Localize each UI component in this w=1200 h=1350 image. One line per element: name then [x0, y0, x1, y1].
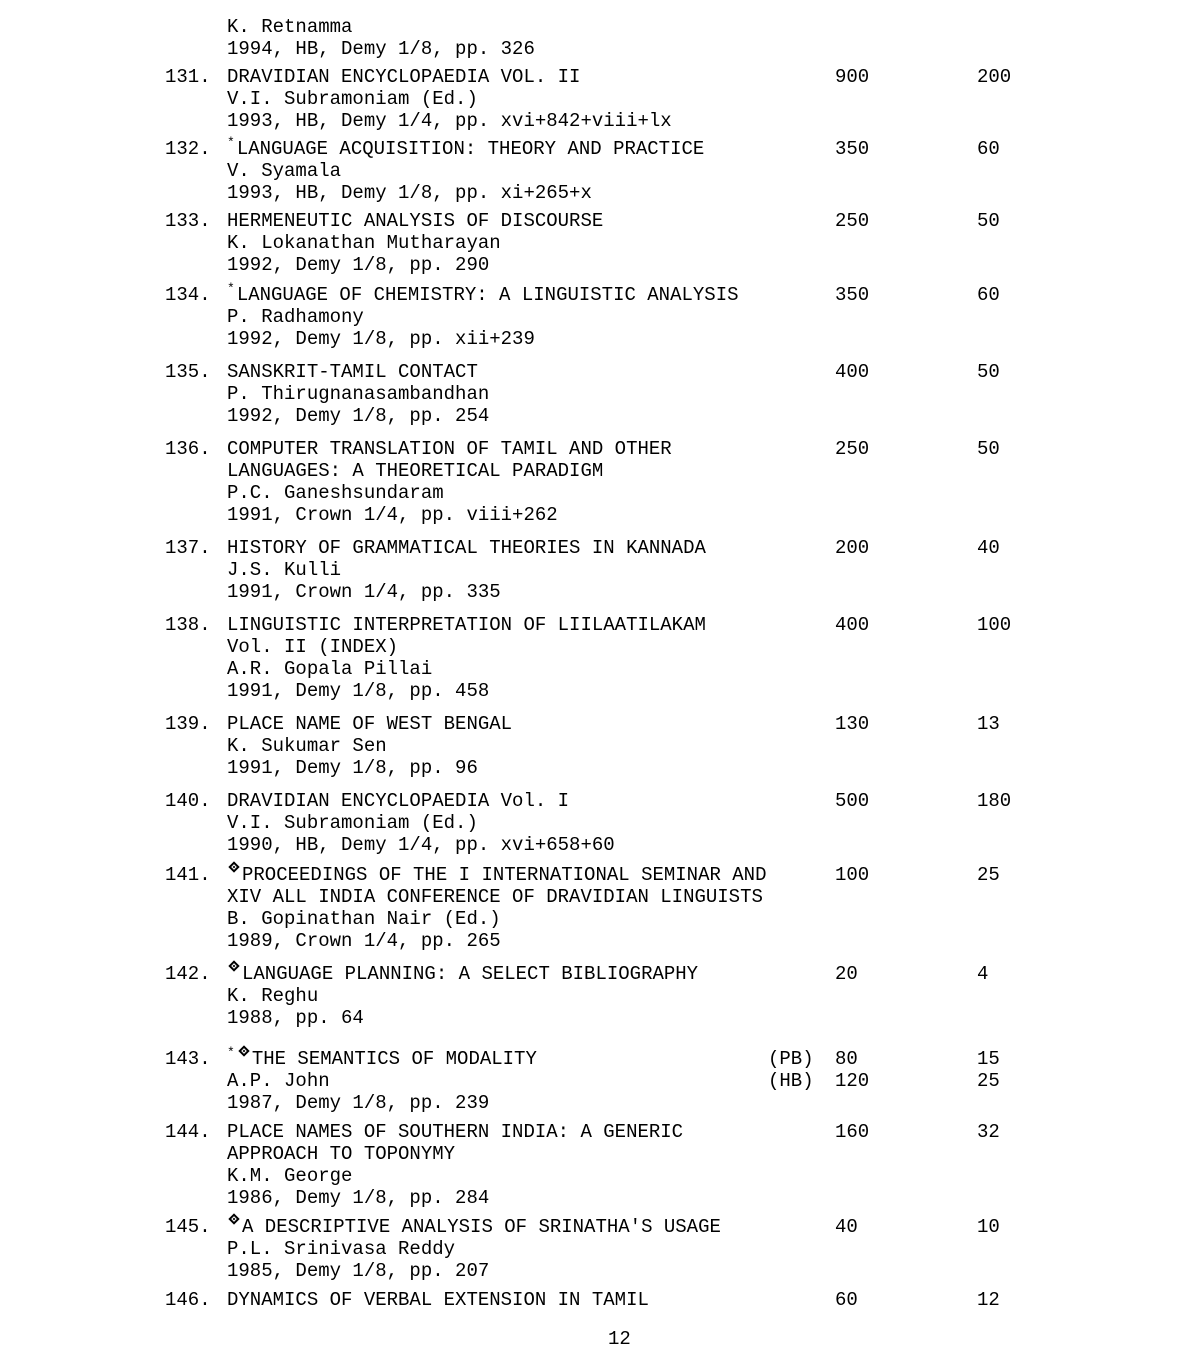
entry-title-line: [0, 537, 1200, 559]
entry-text: LANGUAGE ACQUISITION: THEORY AND PRACTICE: [236, 138, 705, 160]
entry-author: [227, 232, 501, 254]
entry-author: [227, 1238, 455, 1260]
entry-publication: [227, 581, 501, 603]
entry-text: SANSKRIT-TAMIL CONTACT: [227, 361, 478, 383]
entry-author: [227, 658, 432, 680]
price-inr: 400: [835, 614, 870, 636]
entry-number: 145.: [165, 1216, 211, 1238]
entry-text: PLACE NAMES OF SOUTHERN INDIA: A GENERIC: [227, 1121, 684, 1143]
entry-detail-line: [0, 735, 1200, 757]
entry-number: 133.: [165, 210, 211, 232]
entry-title: [227, 713, 512, 735]
entry-text: 1987, Demy 1/8, pp. 239: [227, 1092, 490, 1114]
entry-author: [227, 1165, 352, 1187]
entry-text: DRAVIDIAN ENCYCLOPAEDIA Vol. I: [227, 790, 570, 812]
entry-text: 1989, Crown 1/4, pp. 265: [227, 930, 501, 952]
entry-text: 1993, HB, Demy 1/8, pp. xi+265+x: [227, 182, 592, 204]
price-foreign: 50: [977, 438, 1000, 460]
entry-title-line: [0, 963, 1200, 985]
entry-detail-line: [0, 1092, 1200, 1114]
entry-text: 1992, Demy 1/8, pp. 290: [227, 254, 490, 276]
entry-text: K. Reghu: [227, 985, 319, 1007]
entry-text: P.C. Ganeshsundaram: [227, 482, 444, 504]
price-foreign: 50: [977, 210, 1000, 232]
entry-title: [227, 1289, 649, 1311]
entry-title-line: [0, 790, 1200, 812]
price-foreign: 32: [977, 1121, 1000, 1143]
entry-title-line: [0, 1121, 1200, 1143]
entry-text: HERMENEUTIC ANALYSIS OF DISCOURSE: [227, 210, 604, 232]
entry-detail-line: [0, 658, 1200, 680]
price-inr: 350: [835, 284, 870, 306]
entry-title-line: [0, 713, 1200, 735]
entry-text: J.S. Kulli: [227, 559, 342, 581]
entry-publication: [227, 328, 535, 350]
price-inr: 250: [835, 210, 870, 232]
price-foreign: 13: [977, 713, 1000, 735]
price-foreign: 200: [977, 66, 1012, 88]
price-foreign: 40: [977, 537, 1000, 559]
entry-number: 146.: [165, 1289, 211, 1311]
catalog-entry: [0, 210, 1200, 276]
entry-author: [227, 383, 489, 405]
asterisk-mark: *: [227, 1045, 235, 1060]
catalog-entry: [0, 16, 1200, 60]
entry-detail-line: [0, 908, 1200, 930]
catalog-entry: [0, 361, 1200, 427]
entry-text: P. Thirugnanasambandhan: [227, 383, 490, 405]
price-inr: 400: [835, 361, 870, 383]
entry-title-line: [0, 1216, 1200, 1238]
entry-title: [227, 361, 478, 383]
entry-title-line: [0, 135, 1200, 160]
entry-text: P. Radhamony: [227, 306, 364, 328]
entry-title-line: [0, 1045, 1200, 1070]
entry-detail-line: [0, 182, 1200, 204]
entry-text: PROCEEDINGS OF THE I INTERNATIONAL SEMINAR AND: [242, 864, 767, 886]
entry-text: 1992, Demy 1/8, pp. 254: [227, 405, 490, 427]
entry-text: P.L. Srinivasa Reddy: [227, 1238, 456, 1260]
entry-detail-line: [0, 306, 1200, 328]
entry-detail-line: [0, 581, 1200, 603]
entry-detail-line: [0, 1238, 1200, 1260]
entry-author: [227, 735, 387, 757]
entry-number: 142.: [165, 963, 211, 985]
catalog-entry: [0, 963, 1200, 1029]
catalog-entry: [0, 66, 1200, 132]
entry-text: A.R. Gopala Pillai: [227, 658, 433, 680]
entry-publication: [227, 1260, 489, 1282]
entry-title: [227, 1045, 537, 1072]
entry-detail-line: [0, 1143, 1200, 1165]
price-inr: 40: [835, 1216, 858, 1238]
price-inr: 200: [835, 537, 870, 559]
entry-title: [227, 210, 603, 232]
entry-number: 141.: [165, 864, 211, 886]
asterisk-mark: *: [227, 281, 235, 296]
entry-title: [227, 135, 705, 162]
entry-number: 138.: [165, 614, 211, 636]
entry-detail-line: [0, 930, 1200, 952]
entry-title-line: [0, 16, 1200, 38]
entry-text: K. Lokanathan Mutharayan: [227, 232, 501, 254]
entry-detail-line: [0, 482, 1200, 504]
entry-text: 1986, Demy 1/8, pp. 284: [227, 1187, 490, 1209]
entry-detail-line: [0, 38, 1200, 60]
price-foreign: 50: [977, 361, 1000, 383]
entry-detail-line: [0, 680, 1200, 702]
binding-type: (HB): [768, 1070, 814, 1092]
entry-publication: [227, 254, 489, 276]
entry-detail-line: [0, 834, 1200, 856]
entry-text: 1985, Demy 1/8, pp. 207: [227, 1260, 490, 1282]
catalog-entry: [0, 537, 1200, 603]
entry-text: 1991, Demy 1/8, pp. 96: [227, 757, 478, 779]
entry-text: 1994, HB, Demy 1/8, pp. 326: [227, 38, 535, 60]
entry-title: [227, 66, 580, 88]
entry-detail-line: [0, 110, 1200, 132]
entry-title: [227, 864, 767, 886]
entry-author: [227, 908, 501, 930]
entry-title: [227, 438, 672, 460]
entry-text: HISTORY OF GRAMMATICAL THEORIES IN KANNADA: [227, 537, 706, 559]
entry-text: XIV ALL INDIA CONFERENCE OF DRAVIDIAN LINGUISTS: [227, 886, 763, 908]
catalog-entry: [0, 1216, 1200, 1282]
entry-publication: [227, 504, 558, 526]
catalog-list: [0, 16, 1200, 1311]
catalog-entry: [0, 135, 1200, 204]
entry-author: [227, 482, 444, 504]
entry-title: [227, 1121, 683, 1143]
entry-detail-line: [0, 328, 1200, 350]
catalog-entry: [0, 614, 1200, 702]
entry-text: DRAVIDIAN ENCYCLOPAEDIA VOL. II: [227, 66, 581, 88]
diamond-icon: [238, 1045, 249, 1056]
entry-publication: [227, 38, 535, 60]
catalog-entry: [0, 790, 1200, 856]
price-inr: 80: [835, 1048, 858, 1070]
entry-text: K.M. George: [227, 1165, 353, 1187]
price-inr: 130: [835, 713, 870, 735]
entry-text: A.P. John: [227, 1070, 330, 1092]
entry-detail-line: [0, 812, 1200, 834]
entry-publication: [227, 757, 478, 779]
asterisk-mark: *: [227, 135, 235, 150]
entry-title-line: [0, 1289, 1200, 1311]
price-foreign: 4: [977, 963, 989, 985]
entry-detail-line: [0, 985, 1200, 1007]
catalog-entry: [0, 1045, 1200, 1114]
entry-text: 1988, pp. 64: [227, 1007, 364, 1029]
entry-number: 137.: [165, 537, 211, 559]
entry-text: PLACE NAME OF WEST BENGAL: [227, 713, 513, 735]
entry-text: LANGUAGES: A THEORETICAL PARADIGM: [227, 460, 604, 482]
entry-detail-line: [0, 1187, 1200, 1209]
entry-author: [227, 460, 603, 482]
price-inr: 60: [835, 1289, 858, 1311]
entry-publication: [227, 1187, 489, 1209]
entry-title: [227, 281, 739, 308]
entry-title-line: [0, 438, 1200, 460]
entry-author: [227, 812, 478, 834]
price-foreign: 12: [977, 1289, 1000, 1311]
entry-detail-line: [0, 160, 1200, 182]
entry-detail-line: [0, 1070, 1200, 1092]
price-foreign: 100: [977, 614, 1012, 636]
page-number: 12: [608, 1328, 631, 1350]
entry-text: DYNAMICS OF VERBAL EXTENSION IN TAMIL: [227, 1289, 649, 1311]
catalog-entry: [0, 713, 1200, 779]
entry-detail-line: [0, 232, 1200, 254]
price-foreign: 15: [977, 1048, 1000, 1070]
entry-detail-line: [0, 757, 1200, 779]
entry-text: K. Retnamma: [227, 16, 353, 38]
entry-text: V. Syamala: [227, 160, 342, 182]
entry-text: COMPUTER TRANSLATION OF TAMIL AND OTHER: [227, 438, 672, 460]
entry-author: [227, 886, 763, 908]
entry-detail-line: [0, 886, 1200, 908]
entry-detail-line: [0, 460, 1200, 482]
entry-text: 1991, Crown 1/4, pp. 335: [227, 581, 501, 603]
entry-author: [227, 88, 478, 110]
entry-text: B. Gopinathan Nair (Ed.): [227, 908, 501, 930]
entry-detail-line: [0, 1260, 1200, 1282]
entry-text: LANGUAGE OF CHEMISTRY: A LINGUISTIC ANALYSIS: [236, 284, 739, 306]
entry-title-line: [0, 864, 1200, 886]
catalog-entry: [0, 1121, 1200, 1209]
price-foreign: 25: [977, 1070, 1000, 1092]
entry-detail-line: [0, 405, 1200, 427]
entry-detail-line: [0, 383, 1200, 405]
entry-author: [227, 559, 341, 581]
diamond-icon: [228, 960, 239, 971]
entry-text: 1992, Demy 1/8, pp. xii+239: [227, 328, 535, 350]
entry-title: [227, 963, 698, 985]
catalog-entry: [0, 864, 1200, 952]
entry-detail-line: [0, 504, 1200, 526]
entry-number: 131.: [165, 66, 211, 88]
price-inr: 900: [835, 66, 870, 88]
price-foreign: 180: [977, 790, 1012, 812]
entry-text: 1991, Demy 1/8, pp. 458: [227, 680, 490, 702]
entry-author: [227, 1143, 455, 1165]
price-inr: 500: [835, 790, 870, 812]
price-inr: 350: [835, 138, 870, 160]
entry-text: 1993, HB, Demy 1/4, pp. xvi+842+viii+lx: [227, 110, 672, 132]
entry-number: 140.: [165, 790, 211, 812]
entry-detail-line: [0, 88, 1200, 110]
price-inr: 120: [835, 1070, 870, 1092]
entry-text: THE SEMANTICS OF MODALITY: [251, 1048, 537, 1070]
entry-publication: [227, 930, 501, 952]
entry-title-line: [0, 614, 1200, 636]
entry-text: A DESCRIPTIVE ANALYSIS OF SRINATHA'S USAGE: [242, 1216, 721, 1238]
price-inr: 160: [835, 1121, 870, 1143]
entry-text: 1990, HB, Demy 1/4, pp. xvi+658+60: [227, 834, 615, 856]
entry-detail-line: [0, 254, 1200, 276]
entry-publication: [227, 110, 672, 132]
entry-text: APPROACH TO TOPONYMY: [227, 1143, 456, 1165]
entry-title-line: [0, 281, 1200, 306]
entry-number: 143.: [165, 1048, 211, 1070]
entry-author: [227, 306, 364, 328]
diamond-icon: [228, 861, 239, 872]
entry-detail-line: [0, 1165, 1200, 1187]
entry-title: [227, 790, 569, 812]
entry-detail-line: [0, 559, 1200, 581]
catalog-entry: [0, 1289, 1200, 1311]
catalog-entry: [0, 281, 1200, 350]
entry-publication: [227, 680, 489, 702]
price-inr: 20: [835, 963, 858, 985]
entry-title: [227, 16, 352, 38]
binding-type: (PB): [768, 1048, 814, 1070]
entry-author: [227, 636, 398, 658]
entry-text: K. Sukumar Sen: [227, 735, 387, 757]
entry-title-line: [0, 66, 1200, 88]
entry-publication: [227, 405, 489, 427]
entry-number: 135.: [165, 361, 211, 383]
entry-text: V.I. Subramoniam (Ed.): [227, 812, 478, 834]
entry-title: [227, 614, 706, 636]
entry-publication: [227, 1007, 364, 1029]
price-foreign: 25: [977, 864, 1000, 886]
price-inr: 100: [835, 864, 870, 886]
price-foreign: 60: [977, 138, 1000, 160]
entry-text: LINGUISTIC INTERPRETATION OF LIILAATILAKAM: [227, 614, 706, 636]
price-foreign: 60: [977, 284, 1000, 306]
entry-text: Vol. II (INDEX): [227, 636, 399, 658]
entry-author: [227, 985, 318, 1007]
entry-number: 139.: [165, 713, 211, 735]
entry-detail-line: [0, 1007, 1200, 1029]
diamond-icon: [228, 1213, 239, 1224]
entry-number: 132.: [165, 138, 211, 160]
entry-number: 136.: [165, 438, 211, 460]
entry-detail-line: [0, 636, 1200, 658]
entry-title-line: [0, 361, 1200, 383]
entry-publication: [227, 1092, 489, 1114]
entry-title: [227, 1216, 721, 1238]
price-inr: 250: [835, 438, 870, 460]
entry-title: [227, 537, 706, 559]
price-foreign: 10: [977, 1216, 1000, 1238]
entry-number: 144.: [165, 1121, 211, 1143]
entry-title-line: [0, 210, 1200, 232]
entry-text: LANGUAGE PLANNING: A SELECT BIBLIOGRAPHY: [242, 963, 699, 985]
entry-text: V.I. Subramoniam (Ed.): [227, 88, 478, 110]
entry-text: 1991, Crown 1/4, pp. viii+262: [227, 504, 558, 526]
entry-number: 134.: [165, 284, 211, 306]
entry-author: [227, 160, 341, 182]
catalog-entry: [0, 438, 1200, 526]
entry-publication: [227, 182, 592, 204]
entry-publication: [227, 834, 615, 856]
entry-author: [227, 1070, 330, 1092]
